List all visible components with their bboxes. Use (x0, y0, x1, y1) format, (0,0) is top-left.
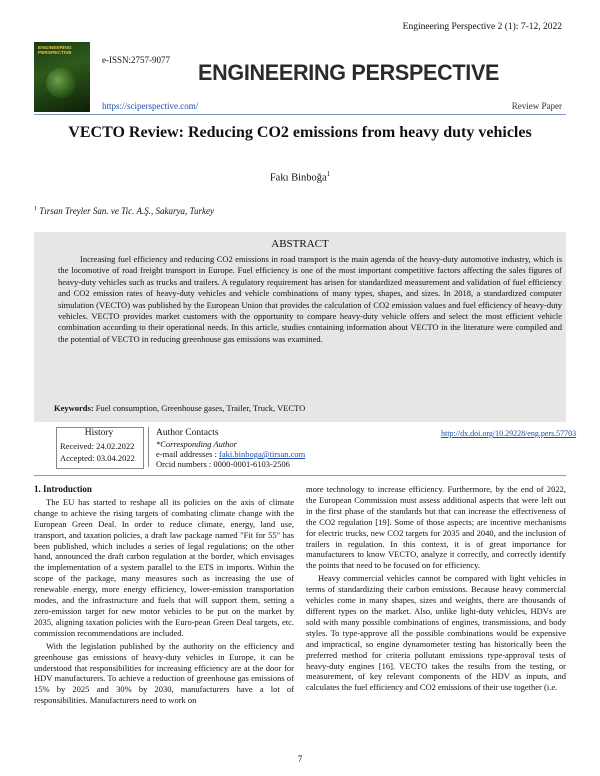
corresponding-author-note: *Corresponding Author (156, 439, 237, 449)
body-paragraph: more technology to increase efficiency. Furthermore, by the end of 2022, the European Commission must assess additional aspects that were left out in the first phase of the standards but that can increase the effectiveness of the CO2 regulation [19]. Some of those aspects; are incentive mechanisms for electric trucks, new CO2 targets for 2035 and 2040, and the inclusion of trailers in regulation. In this context, it is of great importance for manufacturers to know VECTO, analyze it correctly, and correctly identify the points that need to be focused on for efficiency. (306, 484, 566, 571)
history-title: History (84, 428, 114, 438)
journal-url-link[interactable]: https://sciperspective.com/ (102, 101, 199, 111)
keywords-label: Keywords: (54, 403, 94, 413)
doi-link[interactable]: http://dx.doi.org/10.29228/eng.pers.57703 (441, 429, 577, 438)
author-sup: 1 (326, 170, 331, 178)
abstract-text: Increasing fuel efficiency and reducing CO2 emissions in road transport is the main agenda of the heavy-duty automotive industry, which is the locomotive of road freight transport in Europe. Fuel efficiency is one of the most important competitive factors affecting the sales figures of heavy-duty vehicles such as trucks and trailers. A regulatory requirement has arisen for standardized measurement and validation of fuel efficiency and CO2 emission rates of heavy-duty vehicles and vehicle combinations of many types, shapes, and sizes. In 2018, a standardized computer simulation (VECTO) was published by the European Union that provides the calculation of CO2 emission values and fuel efficiency of heavy-duty vehicles. VECTO provides market customers with the opportunity to compare heavy-duty vehicle offers and select the most efficient vehicle combination according to their operational needs. In this article, studies containing information about VECTO in the literature were compiled and the potential of VECTO in reducing greenhouse gas emissions was examined. (58, 254, 562, 344)
journal-reference: Engineering Perspective 2 (1): 7-12, 2022 (402, 22, 562, 32)
eissn: e-ISSN:2757-9077 (102, 55, 170, 65)
header-divider (34, 114, 566, 115)
affiliation-text: Tırsan Treyler San. ve Tic. A.Ş., Sakarya, Turkey (39, 206, 214, 216)
body-left-column (34, 484, 294, 708)
affiliation-sup: 1 (34, 206, 37, 212)
paper-title: VECTO Review: Reducing CO2 emissions from heavy duty vehicles (68, 124, 532, 141)
author-line (0, 170, 600, 184)
section-heading-introduction: 1. Introduction (34, 484, 92, 494)
accepted-date: Accepted: 03.04.2022 (60, 453, 135, 463)
abstract-heading: ABSTRACT (271, 238, 329, 250)
email-link[interactable]: faki.binboga@tirsan.com (219, 449, 306, 459)
affiliation (34, 206, 214, 216)
section-divider (34, 475, 566, 476)
orcid-line: Orcid numbers : 0000-0001-6103-2506 (156, 459, 290, 469)
email-line (156, 449, 305, 459)
body-paragraph: Heavy commercial vehicles cannot be compared with light vehicles in terms of standardizing their carbon emissions. Because heavy commercial vehicles come in many shapes, sizes and weights, there are thousands of different types on the market. Also, unlike light-duty vehicles, HDVs are sold with many possible combinations of engines, transmissions, and body styles. To type-approve all the possible combinations would be expensive and impractical, so engine dynamometer testing has historically been the preferred method for criteria pollutant emissions type-approval tests of heavy-duty engines [16]. VECTO takes the results from the testing, or measurement, of key relevant components of the HDV as inputs, and calculates the fuel efficiency and CO2 emissions of their use together (i.e. (306, 573, 566, 693)
keywords (54, 403, 305, 413)
body-paragraph: The EU has started to reshape all its policies on the axis of climate change to achieve the rising targets of combating climate change with the European Green Deal. In order to reduce climate, energy, land use, transport, and taxation policies, a draft law package named "Fit for 55" has been published, which includes a series of legal regulations; on the other hand, announced the draft carbon regulation at the border, which envisages the implementation of a system parallel to the ETS in imports. Within the scope of the package, many measures such as increasing the use of renewable energy, more energy efficiency, lower-emission transportation modes, and the infrastructure and fuels that will support them, setting a zero-emission target for new motor vehicles to be put on the market by 2035, aligning taxation policies with the Euro-pean Green Deal targets, etc. commission recommendations are included. (34, 496, 294, 638)
cover-globe-graphic (46, 68, 76, 98)
journal-cover-image (34, 42, 90, 112)
author-name: Fakı Binboğa (269, 172, 327, 184)
email-label: e-mail addresses : (156, 449, 220, 459)
journal-brand-title: ENGINEERING PERSPECTIVE (198, 60, 500, 85)
author-contacts-title: Author Contacts (156, 428, 219, 438)
body-paragraph: With the legislation published by the authority on the efficiency and greenhouse gas emissions of heavy-duty vehicles in Europe, it can be understood that responsibilities for increasing efficiency are at the door for HDV manufacturers. To achieve a reduction of greenhouse gas emissions of 15% by 2025 and 30% by 2030, manufacturers have a lot of responsibilities. Manufacturers need to work on (34, 640, 294, 706)
page-number: 7 (297, 754, 303, 764)
body-right-column (306, 484, 566, 695)
received-date: Received: 24.02.2022 (60, 441, 135, 451)
keywords-text: Fuel consumption, Greenhouse gases, Trailer, Truck, VECTO (95, 403, 306, 413)
cover-title: ENGINEERING PERSPECTIVE (38, 46, 72, 57)
article-type: Review Paper (511, 101, 562, 111)
